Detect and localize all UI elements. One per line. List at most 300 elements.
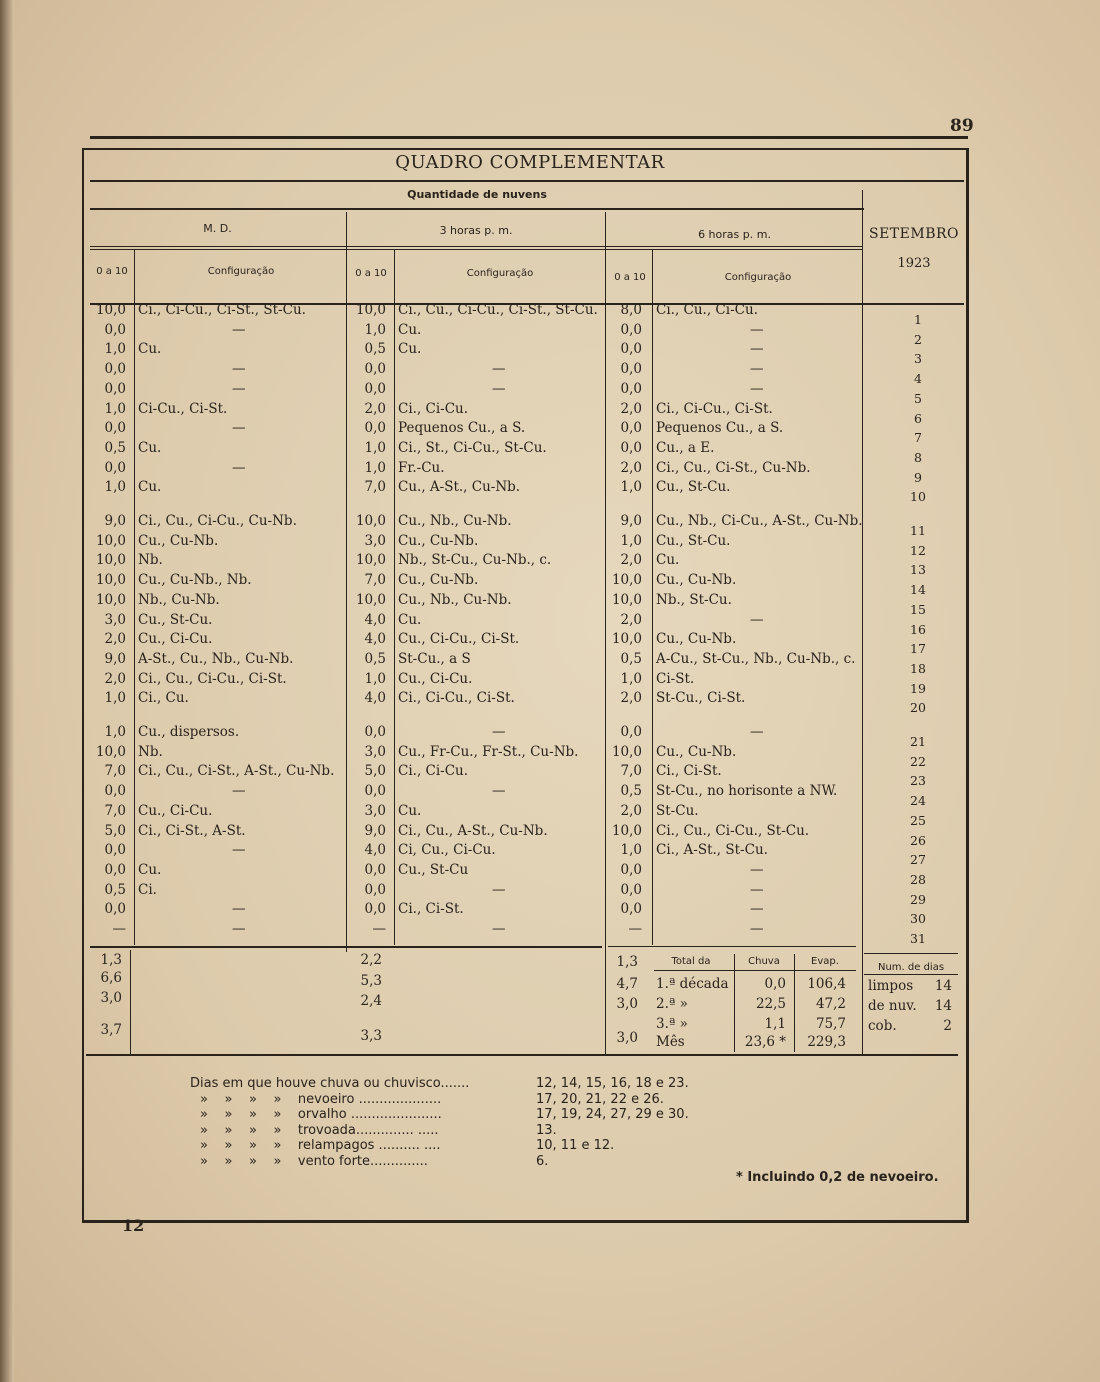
md-config: —: [232, 361, 246, 378]
summary-rule: [90, 946, 602, 948]
footer-value: 6.: [536, 1153, 549, 1169]
md-cover-value: 7,0: [104, 802, 126, 819]
day-number: 2: [914, 331, 922, 347]
day-number: 21: [910, 734, 926, 749]
days-count-label: limpos: [868, 978, 914, 994]
day-number: 27: [910, 852, 926, 868]
md-cover-value: 10,0: [95, 532, 126, 549]
summary-value: 6,6: [100, 970, 122, 986]
pm3-config: St-Cu., a S: [398, 650, 471, 667]
evap-header: Evap.: [811, 956, 839, 967]
footer-value: 10, 11 e 12.: [536, 1138, 615, 1153]
pm3-cover-value: 0,0: [364, 861, 386, 878]
pm3-cover-value: 10,0: [355, 591, 386, 608]
md-cover-value: 0,0: [104, 842, 126, 859]
footer-value: 12, 14, 15, 16, 18 e 23.: [536, 1076, 689, 1091]
md-config: Ci., Cu.: [138, 690, 189, 707]
summary-rule: [608, 946, 856, 947]
pm6-cover-value: —: [628, 921, 642, 937]
md-cover-value: 1,0: [104, 400, 126, 417]
md-config: Cu., St-Cu.: [138, 611, 213, 628]
rule: [90, 246, 862, 247]
pm6-cover-value: 0,0: [620, 380, 642, 397]
day-number: 25: [910, 812, 926, 828]
pm3-cover-value: 0,0: [364, 420, 386, 437]
summary-value: 1,3: [100, 952, 122, 968]
pm3-cover-value: 10,0: [355, 552, 386, 569]
md-cover-value: 0,0: [104, 783, 126, 800]
table-bottom-rule: [86, 1054, 958, 1056]
period-header-6pm: 6 horas p. m.: [698, 228, 771, 241]
pm3-config: Ci., Ci-St.: [398, 901, 464, 918]
day-number: 26: [910, 832, 926, 848]
col-divider: [394, 250, 395, 304]
days-count-value: 14: [934, 978, 952, 994]
pm3-config: —: [492, 380, 506, 397]
col-divider: [346, 212, 347, 952]
summary-value: 3,3: [360, 1028, 382, 1044]
footer-label: » » » » trovoada.............. .....: [200, 1122, 439, 1138]
page-binding-edge: [0, 0, 14, 1382]
evap-value: 229,3: [807, 1034, 846, 1050]
pm6-cover-value: 1,0: [620, 842, 642, 859]
md-config: —: [232, 842, 246, 859]
chuva-header: Chuva: [748, 956, 780, 967]
footer-value: 13.: [536, 1122, 557, 1138]
month-label: SETEMBRO: [868, 226, 959, 242]
day-number: 8: [914, 449, 922, 465]
table-title: QUADRO COMPLEMENTAR: [395, 152, 665, 173]
md-config: Cu.: [138, 479, 162, 496]
config-header: Configuração: [724, 272, 792, 283]
pm3-cover-value: 4,0: [364, 842, 386, 859]
day-number: 31: [910, 931, 926, 946]
pm3-cover-value: 9,0: [364, 822, 386, 839]
rule: [90, 249, 862, 250]
pm3-config: Cu.: [398, 321, 422, 338]
md-cover-value: 1,0: [104, 690, 126, 707]
footnote: * Incluindo 0,2 de nevoeiro.: [736, 1170, 939, 1185]
pm3-config: Cu.: [398, 341, 422, 358]
pm3-cover-value: 0,0: [364, 783, 386, 800]
pm6-cover-value: 0,0: [620, 341, 642, 358]
pm3-config: Ci., Cu., A-St., Cu-Nb.: [398, 822, 548, 839]
pm3-config: Ci, Cu., Ci-Cu.: [398, 842, 496, 859]
pm6-config: —: [750, 901, 764, 918]
md-cover-value: 0,0: [104, 459, 126, 476]
md-config: Ci., Cu., Ci-Cu., Cu-Nb.: [138, 513, 297, 529]
pm6-cover-value: 1,0: [620, 479, 642, 496]
col-divider: [652, 250, 653, 304]
footer-label: » » » » orvalho ......................: [200, 1107, 442, 1122]
pm6-config: Ci., Ci-St.: [656, 763, 722, 780]
md-config: Cu., Ci-Cu.: [138, 631, 213, 648]
totals-row-label: Mês: [656, 1034, 685, 1050]
md-config: Ci., Ci-Cu., Ci-St., St-Cu.: [138, 302, 306, 318]
md-cover-value: 9,0: [104, 513, 126, 529]
day-number: 19: [910, 680, 926, 696]
md-config: —: [232, 420, 246, 437]
md-config: —: [232, 380, 246, 397]
pm3-config: Ci., St., Ci-Cu., St-Cu.: [398, 439, 547, 456]
col-divider: [794, 954, 795, 1052]
day-number: 9: [914, 469, 922, 485]
pm6-cover-value: 2,0: [620, 459, 642, 476]
pm3-cover-value: 0,5: [364, 650, 386, 667]
md-config: Nb.: [138, 743, 163, 760]
md-config: Ci., Cu., Ci-Cu., Ci-St.: [138, 670, 287, 687]
day-number: 18: [910, 660, 926, 676]
pm3-cover-value: 2,0: [364, 400, 386, 417]
pm6-config: Ci., Ci-Cu., Ci-St.: [656, 400, 773, 417]
pm6-config: Cu., a E.: [656, 439, 715, 456]
md-config: —: [232, 901, 246, 918]
pm3-config: Cu., St-Cu: [398, 861, 469, 878]
md-cover-value: 2,0: [104, 631, 126, 648]
pm6-config: —: [750, 861, 764, 878]
col-divider: [134, 250, 135, 304]
day-number: 12: [910, 542, 926, 558]
totals-header: Total da: [671, 956, 711, 967]
summary-value: 3,0: [616, 1030, 638, 1046]
chuva-value: 0,0: [764, 976, 786, 992]
pm6-config: —: [750, 361, 764, 378]
md-config: Cu., Cu-Nb.: [138, 532, 219, 549]
totals-row-label: 2.ª »: [656, 996, 688, 1012]
pm6-cover-value: 10,0: [611, 822, 642, 839]
pm3-config: —: [492, 921, 506, 937]
pm3-cover-value: 0,0: [364, 361, 386, 378]
pm3-config: Ci., Ci-Cu.: [398, 763, 469, 780]
config-header: Configuração: [466, 268, 534, 279]
md-cover-value: 10,0: [95, 552, 126, 569]
days-count-label: de nuv.: [868, 998, 917, 1014]
pm6-config: —: [750, 724, 764, 740]
col-divider: [652, 305, 653, 945]
md-cover-value: 0,5: [104, 881, 126, 898]
pm3-cover-value: 4,0: [364, 690, 386, 707]
pm3-cover-value: 3,0: [364, 743, 386, 760]
top-rule: [90, 136, 968, 139]
rule: [90, 208, 864, 210]
pm6-config: Ci-St.: [656, 670, 695, 687]
md-config: Ci.: [138, 881, 157, 898]
pm3-cover-value: 0,0: [364, 901, 386, 918]
pm3-config: Cu., Fr-Cu., Fr-St., Cu-Nb.: [398, 743, 579, 760]
pm6-cover-value: 0,0: [620, 321, 642, 338]
chuva-value: 22,5: [755, 996, 786, 1012]
pm3-cover-value: 1,0: [364, 439, 386, 456]
pm6-config: —: [750, 321, 764, 338]
pm3-cover-value: 0,0: [364, 380, 386, 397]
md-cover-value: 2,0: [104, 670, 126, 687]
pm3-cover-value: 4,0: [364, 631, 386, 648]
config-header: Configuração: [207, 266, 275, 277]
day-number: 7: [914, 430, 922, 446]
pm6-cover-value: 10,0: [611, 591, 642, 608]
md-config: Cu., dispersos.: [138, 724, 240, 740]
pm3-config: Cu.: [398, 802, 422, 819]
pm3-config: —: [492, 783, 506, 800]
md-cover-value: 0,0: [104, 321, 126, 338]
page-bottom-number: 12: [122, 1216, 145, 1235]
pm6-cover-value: 2,0: [620, 690, 642, 707]
day-number: 13: [910, 562, 926, 578]
md-config: Cu., Cu-Nb., Nb.: [138, 572, 252, 589]
pm3-cover-value: —: [372, 921, 386, 937]
pm3-config: Nb., St-Cu., Cu-Nb., c.: [398, 552, 552, 569]
md-cover-value: —: [112, 921, 126, 937]
footer-label: » » » » nevoeiro ....................: [200, 1091, 442, 1107]
pm3-cover-value: 1,0: [364, 321, 386, 338]
pm6-cover-value: 1,0: [620, 532, 642, 549]
md-cover-value: 0,0: [104, 420, 126, 437]
md-cover-value: 1,0: [104, 341, 126, 358]
pm6-cover-value: 2,0: [620, 400, 642, 417]
chuva-value: 23,6 *: [744, 1034, 786, 1050]
pm3-config: Ci., Ci-Cu.: [398, 400, 469, 417]
md-cover-value: 0,0: [104, 861, 126, 878]
pm3-config: Cu., Nb., Cu-Nb.: [398, 513, 512, 529]
pm3-config: Ci., Ci-Cu., Ci-St.: [398, 690, 515, 707]
pm6-cover-value: 7,0: [620, 763, 642, 780]
evap-value: 47,2: [815, 996, 846, 1012]
pm6-cover-value: 1,0: [620, 670, 642, 687]
md-config: Cu.: [138, 341, 162, 358]
page-number: 89: [950, 116, 974, 136]
md-cover-value: 3,0: [104, 611, 126, 628]
totals-row-label: 1.ª década: [656, 976, 729, 992]
md-config: A-St., Cu., Nb., Cu-Nb.: [138, 650, 294, 667]
md-config: Cu., Ci-Cu.: [138, 802, 213, 819]
pm6-cover-value: 0,0: [620, 361, 642, 378]
pm6-cover-value: 0,0: [620, 724, 642, 740]
pm6-config: Pequenos Cu., a S.: [656, 420, 784, 437]
scale-header: 0 a 10: [355, 268, 387, 279]
day-number: 14: [910, 582, 926, 598]
pm6-config: Nb., St-Cu.: [656, 591, 732, 608]
pm6-cover-value: 10,0: [611, 631, 642, 648]
pm6-cover-value: 0,0: [620, 439, 642, 456]
pm6-cover-value: 2,0: [620, 552, 642, 569]
pm6-config: Cu., St-Cu.: [656, 532, 731, 549]
summary-value: 2,2: [360, 952, 382, 968]
footer-label: » » » » vento forte..............: [200, 1153, 428, 1169]
md-config: Ci., Cu., Ci-St., A-St., Cu-Nb.: [138, 763, 335, 780]
day-number: 16: [910, 621, 926, 637]
pm6-cover-value: 0,0: [620, 861, 642, 878]
pm6-cover-value: 2,0: [620, 802, 642, 819]
scale-header: 0 a 10: [96, 266, 128, 277]
md-cover-value: 10,0: [95, 302, 126, 318]
pm6-config: Ci., Cu., Ci-St., Cu-Nb.: [656, 459, 811, 476]
summary-value: 1,3: [616, 954, 638, 970]
footer-value: 17, 20, 21, 22 e 26.: [536, 1091, 664, 1107]
pm3-cover-value: 10,0: [355, 513, 386, 529]
pm6-config: St-Cu., no horisonte a NW.: [656, 783, 838, 800]
pm6-cover-value: 0,0: [620, 901, 642, 918]
day-number: 6: [914, 410, 922, 426]
md-config: Cu.: [138, 439, 162, 456]
md-config: —: [232, 459, 246, 476]
pm3-config: Cu., Ci-Cu.: [398, 670, 473, 687]
pm3-config: —: [492, 724, 506, 740]
md-cover-value: 10,0: [95, 572, 126, 589]
pm3-config: —: [492, 881, 506, 898]
period-header-3pm: 3 horas p. m.: [439, 224, 513, 237]
md-config: —: [232, 783, 246, 800]
pm3-cover-value: 10,0: [355, 302, 386, 318]
scale-header: 0 a 10: [614, 272, 646, 283]
day-number: 23: [910, 773, 926, 789]
pm6-config: Cu.: [656, 552, 680, 569]
day-number: 28: [910, 871, 926, 887]
footer-label: Dias em que houve chuva ou chuvisco.......: [190, 1076, 470, 1091]
period-header-md: M. D.: [203, 222, 232, 235]
footer-value: 17, 19, 24, 27, 29 e 30.: [536, 1107, 689, 1122]
pm3-config: Cu.: [398, 611, 422, 628]
pm3-cover-value: 3,0: [364, 532, 386, 549]
col-divider: [134, 305, 135, 945]
summary-rule: [864, 953, 958, 954]
md-cover-value: 0,0: [104, 361, 126, 378]
totals-row-label: 3.ª »: [656, 1016, 688, 1032]
pm6-config: St-Cu., Ci-St.: [656, 690, 746, 707]
pm3-config: —: [492, 361, 506, 378]
day-number: 1: [914, 312, 922, 327]
pm3-cover-value: 0,0: [364, 724, 386, 740]
md-cover-value: 5,0: [104, 822, 126, 839]
pm6-config: Cu., St-Cu.: [656, 479, 731, 496]
pm6-config: Cu., Cu-Nb.: [656, 572, 737, 589]
pm3-config: Cu., A-St., Cu-Nb.: [398, 479, 521, 496]
md-cover-value: 1,0: [104, 479, 126, 496]
pm6-config: —: [750, 341, 764, 358]
pm6-config: Ci., Cu., Ci-Cu., St-Cu.: [656, 822, 810, 839]
md-config: Ci., Ci-St., A-St.: [138, 822, 246, 839]
md-cover-value: 0,0: [104, 380, 126, 397]
summary-value: 3,0: [616, 996, 638, 1012]
pm6-cover-value: 0,5: [620, 650, 642, 667]
pm3-cover-value: 0,5: [364, 341, 386, 358]
summary-value: 5,3: [360, 973, 382, 989]
pm6-cover-value: 2,0: [620, 611, 642, 628]
year-label: 1923: [897, 256, 931, 271]
pm6-cover-value: 8,0: [620, 302, 642, 318]
md-cover-value: 0,5: [104, 439, 126, 456]
pm3-config: Pequenos Cu., a S.: [398, 420, 526, 437]
pm6-cover-value: 0,0: [620, 881, 642, 898]
pm6-config: —: [750, 921, 764, 937]
day-number: 5: [914, 390, 922, 406]
pm6-config: Ci., Cu., Ci-Cu.: [656, 302, 758, 318]
day-number: 3: [914, 351, 922, 367]
days-count-header: Num. de dias: [877, 962, 945, 973]
summary-rule: [654, 970, 856, 971]
col-divider: [130, 950, 131, 1054]
day-number: 20: [910, 700, 926, 716]
pm3-config: Fr.-Cu.: [398, 459, 445, 476]
evap-value: 75,7: [815, 1016, 846, 1032]
pm6-cover-value: 0,0: [620, 420, 642, 437]
md-config: Cu.: [138, 861, 162, 878]
footer-label: » » » » relampagos .......... ....: [200, 1138, 441, 1153]
pm6-config: Ci., A-St., St-Cu.: [656, 842, 768, 859]
col-divider: [394, 305, 395, 945]
md-cover-value: 10,0: [95, 743, 126, 760]
summary-rule: [864, 974, 958, 975]
pm3-config: Cu., Cu-Nb.: [398, 532, 479, 549]
pm6-config: —: [750, 380, 764, 397]
day-number: 29: [910, 891, 926, 907]
summary-value: 4,7: [616, 976, 638, 992]
md-cover-value: 9,0: [104, 650, 126, 667]
md-cover-value: 1,0: [104, 724, 126, 740]
day-number: 15: [910, 601, 926, 617]
pm3-cover-value: 1,0: [364, 459, 386, 476]
pm6-cover-value: 10,0: [611, 743, 642, 760]
pm6-config: Cu., Cu-Nb.: [656, 631, 737, 648]
summary-value: 3,7: [100, 1022, 122, 1038]
md-cover-value: 10,0: [95, 591, 126, 608]
pm3-cover-value: 1,0: [364, 670, 386, 687]
days-count-label: cob.: [868, 1018, 897, 1034]
day-number: 11: [910, 523, 926, 538]
summary-value: 3,0: [100, 990, 122, 1006]
pm6-config: A-Cu., St-Cu., Nb., Cu-Nb., c.: [656, 650, 856, 667]
col-divider: [734, 954, 735, 1052]
md-config: Nb., Cu-Nb.: [138, 591, 220, 608]
pm3-cover-value: 0,0: [364, 881, 386, 898]
pm6-config: Cu., Cu-Nb.: [656, 743, 737, 760]
pm3-config: Cu., Cu-Nb.: [398, 572, 479, 589]
pm3-config: Cu., Nb., Cu-Nb.: [398, 591, 512, 608]
day-number: 17: [910, 641, 926, 657]
md-config: Ci-Cu., Ci-St.: [138, 400, 228, 417]
pm6-config: St-Cu.: [656, 802, 699, 819]
pm3-cover-value: 5,0: [364, 763, 386, 780]
pm6-config: —: [750, 611, 764, 628]
pm3-cover-value: 7,0: [364, 572, 386, 589]
days-count-value: 14: [934, 998, 952, 1014]
day-number: 30: [910, 911, 926, 927]
col-divider: [862, 190, 863, 1054]
md-config: —: [232, 321, 246, 338]
table-subtitle: Quantidade de nuvens: [407, 188, 547, 201]
day-number: 22: [910, 753, 926, 769]
rule: [90, 180, 964, 182]
md-cover-value: 0,0: [104, 901, 126, 918]
day-number: 24: [910, 793, 926, 809]
md-config: Nb.: [138, 552, 163, 569]
pm6-cover-value: 10,0: [611, 572, 642, 589]
days-count-value: 2: [943, 1018, 952, 1034]
pm3-cover-value: 3,0: [364, 802, 386, 819]
pm6-cover-value: 0,5: [620, 783, 642, 800]
pm3-cover-value: 4,0: [364, 611, 386, 628]
pm6-config: —: [750, 881, 764, 898]
pm3-config: Cu., Ci-Cu., Ci-St.: [398, 631, 520, 648]
md-config: —: [232, 921, 246, 937]
day-number: 4: [914, 371, 922, 387]
md-cover-value: 7,0: [104, 763, 126, 780]
pm6-cover-value: 9,0: [620, 513, 642, 529]
day-number: 10: [910, 489, 926, 505]
pm3-config: Ci., Cu., Ci-Cu., Ci-St., St-Cu.: [398, 302, 598, 318]
pm6-config: Cu., Nb., Ci-Cu., A-St., Cu-Nb.: [656, 513, 863, 529]
summary-value: 2,4: [360, 993, 382, 1009]
evap-value: 106,4: [807, 976, 846, 992]
